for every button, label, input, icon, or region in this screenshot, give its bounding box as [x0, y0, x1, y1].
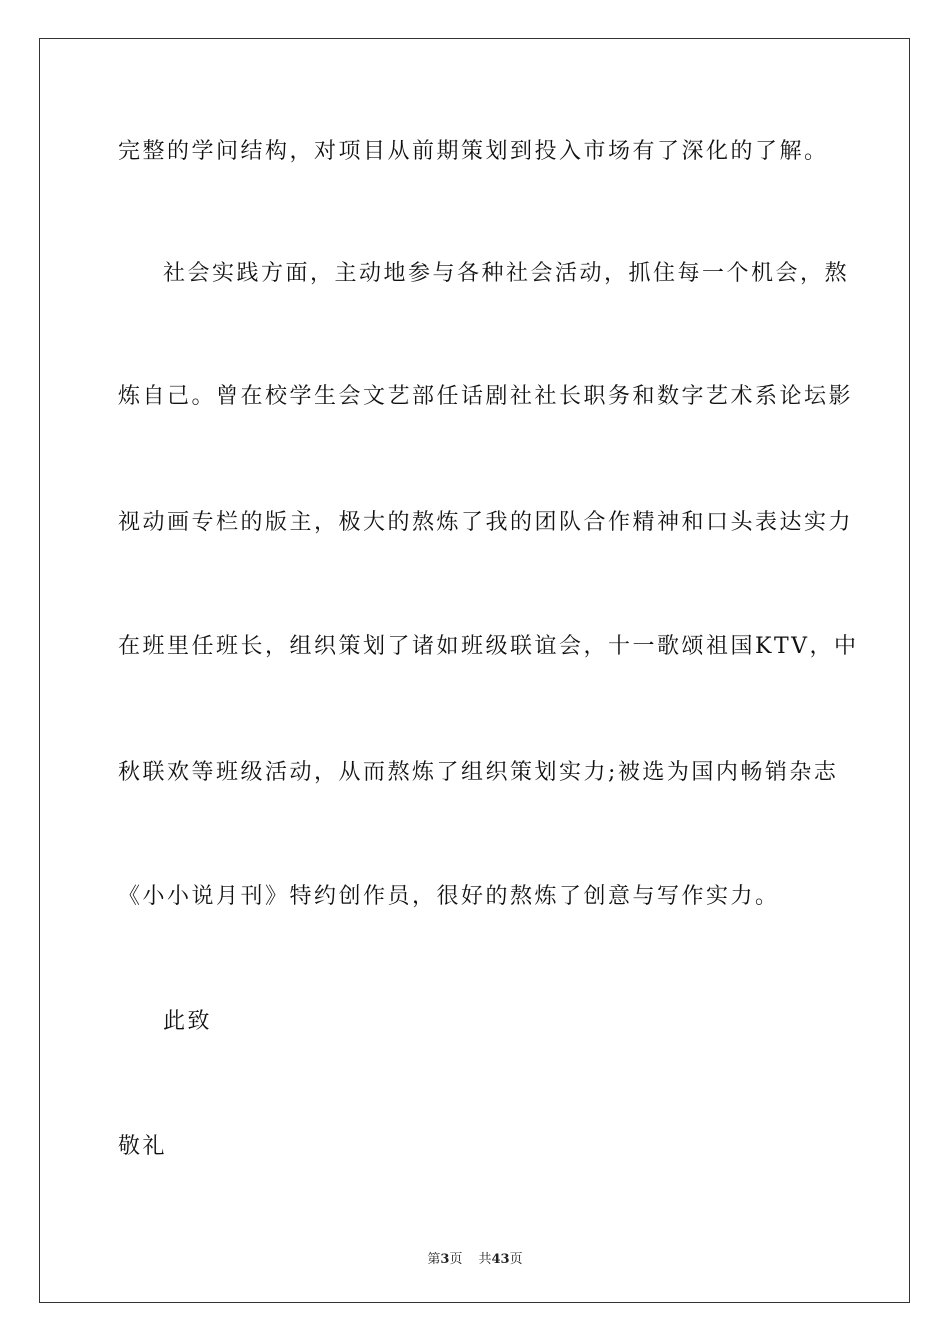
- paragraph-line-6: 秋联欢等班级活动，从而熬炼了组织策划实力;被选为国内畅销杂志: [118, 760, 839, 785]
- page-number: 3: [440, 1252, 450, 1267]
- page-suffix: 页: [449, 1252, 463, 1267]
- page-border: [39, 38, 910, 1303]
- paragraph-line-3: 炼自己。曾在校学生会文艺部任话剧社社长职务和数字艺术系论坛影: [118, 384, 854, 409]
- closing-salutation: 敬礼: [118, 1134, 168, 1159]
- total-prefix: 共: [478, 1252, 492, 1267]
- closing-greeting: 此致: [163, 1009, 213, 1034]
- paragraph-line-4: 视动画专栏的版主，极大的熬炼了我的团队合作精神和口头表达实力: [118, 510, 854, 535]
- paragraph-line-5: 在班里任班长，组织策划了诸如班级联谊会，十一歌颂祖国KTV，中: [118, 634, 859, 659]
- page-prefix: 第: [427, 1252, 441, 1267]
- total-pages: 43: [491, 1252, 510, 1267]
- paragraph-line-2: 社会实践方面，主动地参与各种社会活动，抓住每一个机会，熬: [163, 261, 850, 286]
- paragraph-line-1: 完整的学问结构，对项目从前期策划到投入市场有了深化的了解。: [118, 139, 829, 164]
- page-footer: [0, 1248, 950, 1267]
- total-suffix: 页: [509, 1252, 523, 1267]
- paragraph-line-7: 《小小说月刊》特约创作员，很好的熬炼了创意与写作实力。: [118, 884, 780, 909]
